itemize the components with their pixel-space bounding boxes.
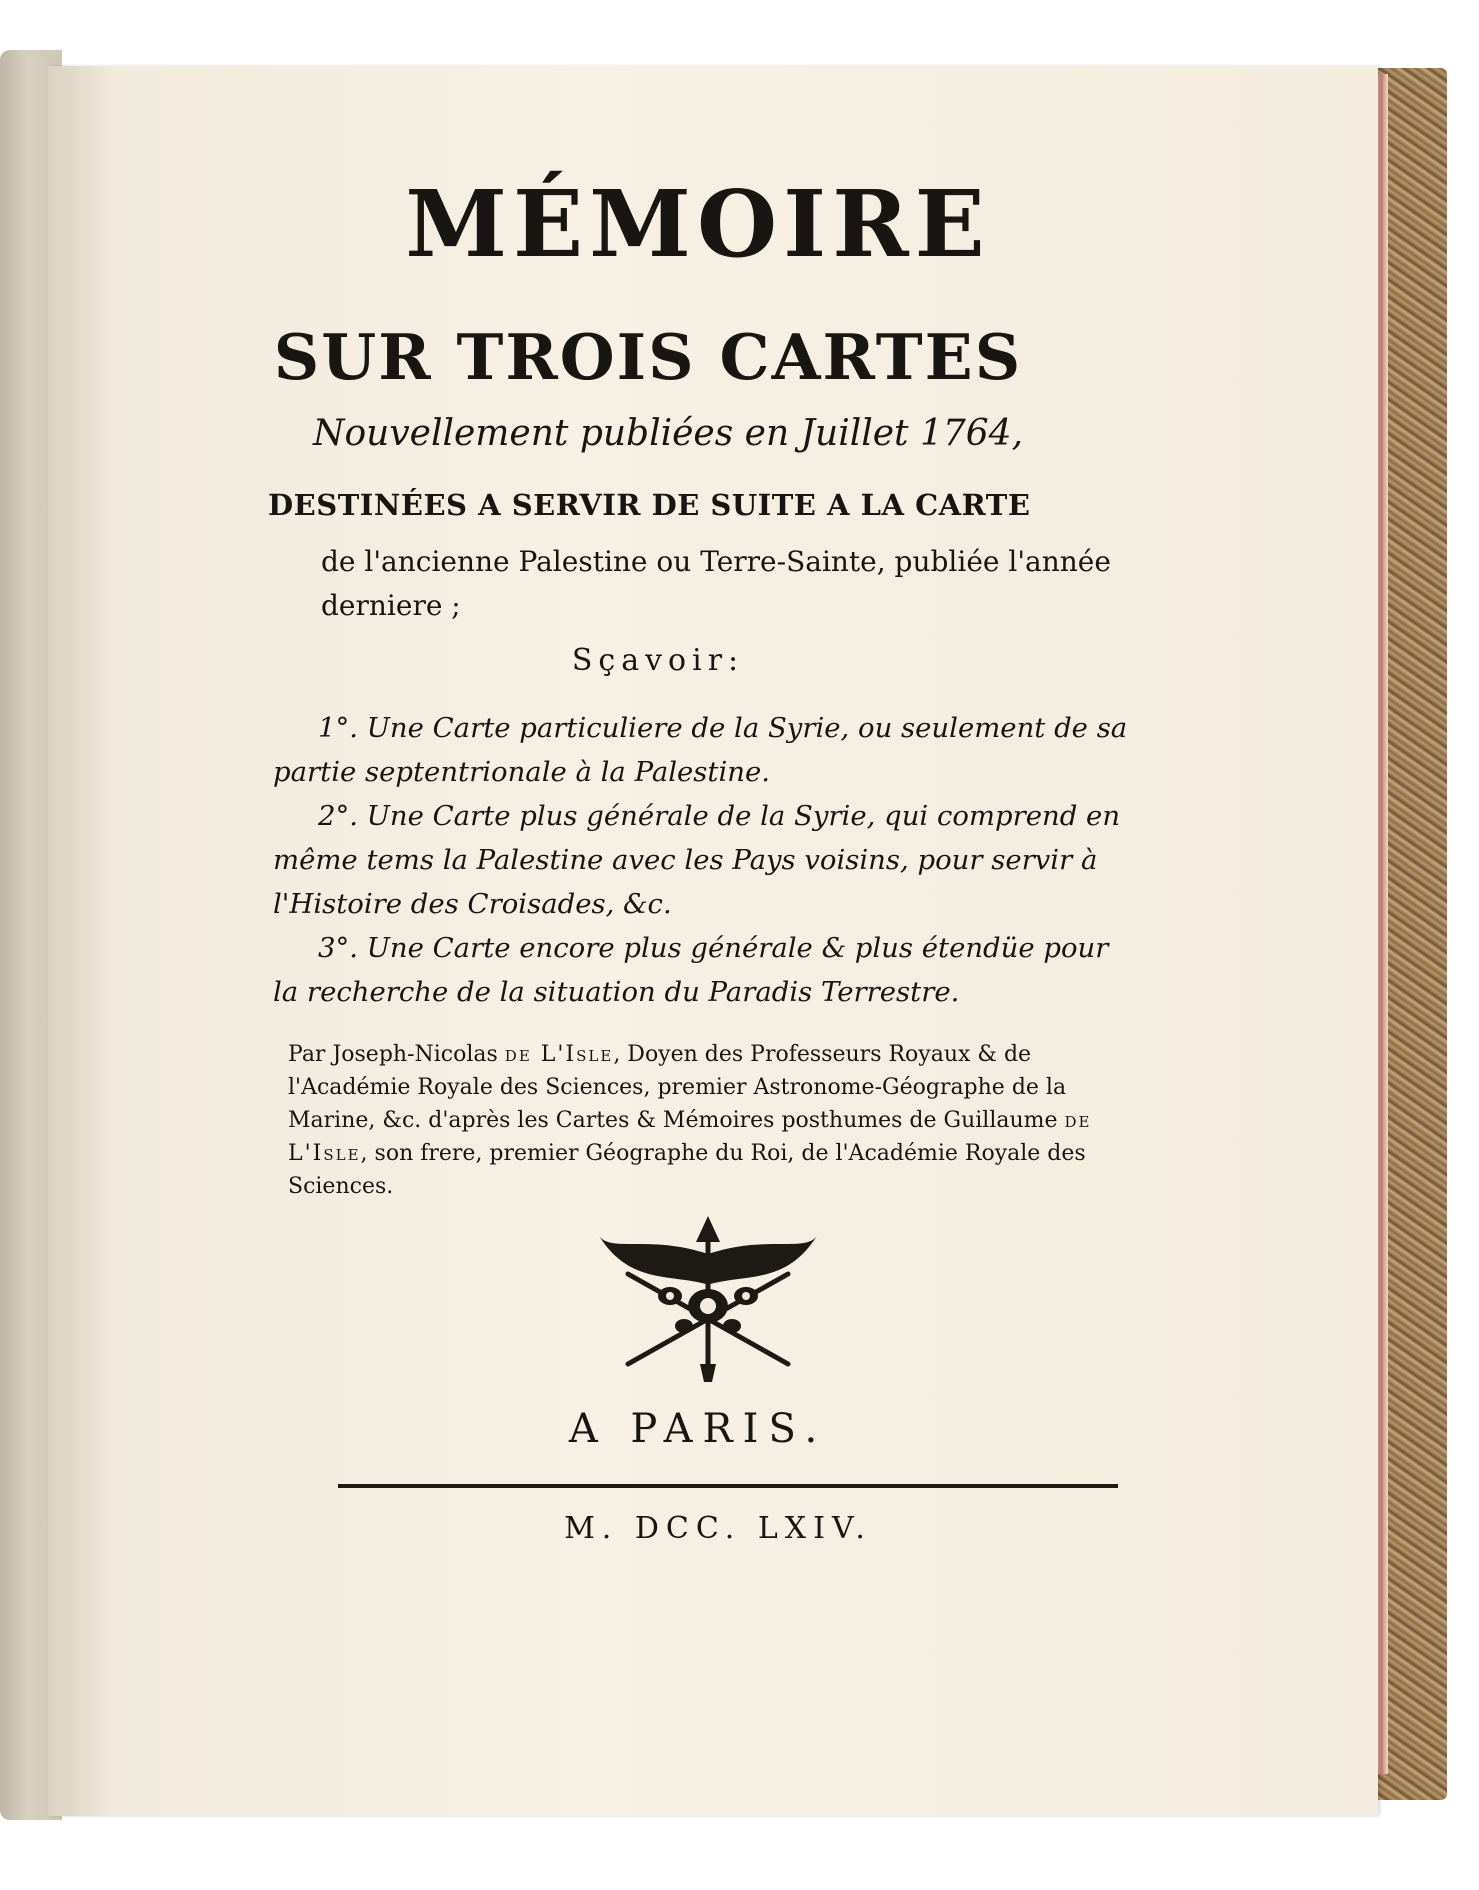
title-page xyxy=(48,66,1378,1816)
page-subtitle: SUR TROIS CARTES xyxy=(273,320,1023,394)
author-byline xyxy=(288,1038,1128,1203)
divider-rule xyxy=(338,1484,1118,1488)
page-title: MÉMOIRE xyxy=(405,170,991,278)
author-name: de L'Isle xyxy=(504,1042,614,1067)
purpose-rest: de l'ancienne Palestine ou Terre-Sainte, publiée l'année derniere ; xyxy=(321,545,1111,622)
list-item: 2°. Une Carte plus générale de la Syrie, qui comprend en même tems la Palestine avec les Pays voisins, pour servir à l'Histoire des Croisades, &c. xyxy=(273,800,1121,920)
scavoir-heading: Sçavoir: xyxy=(571,643,745,678)
brother-name: de L'Isle xyxy=(288,1108,1092,1166)
list-item: 1°. Une Carte particuliere de la Syrie, ou seulement de sa partie septentrionale à la Palestine. xyxy=(273,712,1128,788)
brother-titles: , son frere, premier Géographe du Roi, de l'Académie Royale des Sciences. xyxy=(288,1141,1086,1199)
purpose-heading: DESTINÉES A SERVIR DE SUITE A LA CARTE xyxy=(268,488,1031,522)
map-list xyxy=(273,706,1133,1014)
imprint-year: M. DCC. LXIV. xyxy=(564,1511,872,1546)
imprint-place: A PARIS. xyxy=(568,1406,828,1452)
book xyxy=(0,50,1465,1830)
author-prefix: Par Joseph-Nicolas xyxy=(288,1042,498,1067)
printer-ornament-icon xyxy=(588,1214,828,1384)
publication-note: Nouvellement publiées en Juillet 1764, xyxy=(312,413,1024,454)
list-item: 3°. Une Carte encore plus générale & plus étendüe pour la recherche de la situation du Paradis Terrestre. xyxy=(273,932,1109,1008)
author-titles: , Doyen des Professeurs Royaux & de l'Académie Royale des Sciences, premier Astronome-Géographe de la Marine, &c. d'après les Cartes & Mémoires posthumes de Guillaume xyxy=(288,1042,1067,1133)
